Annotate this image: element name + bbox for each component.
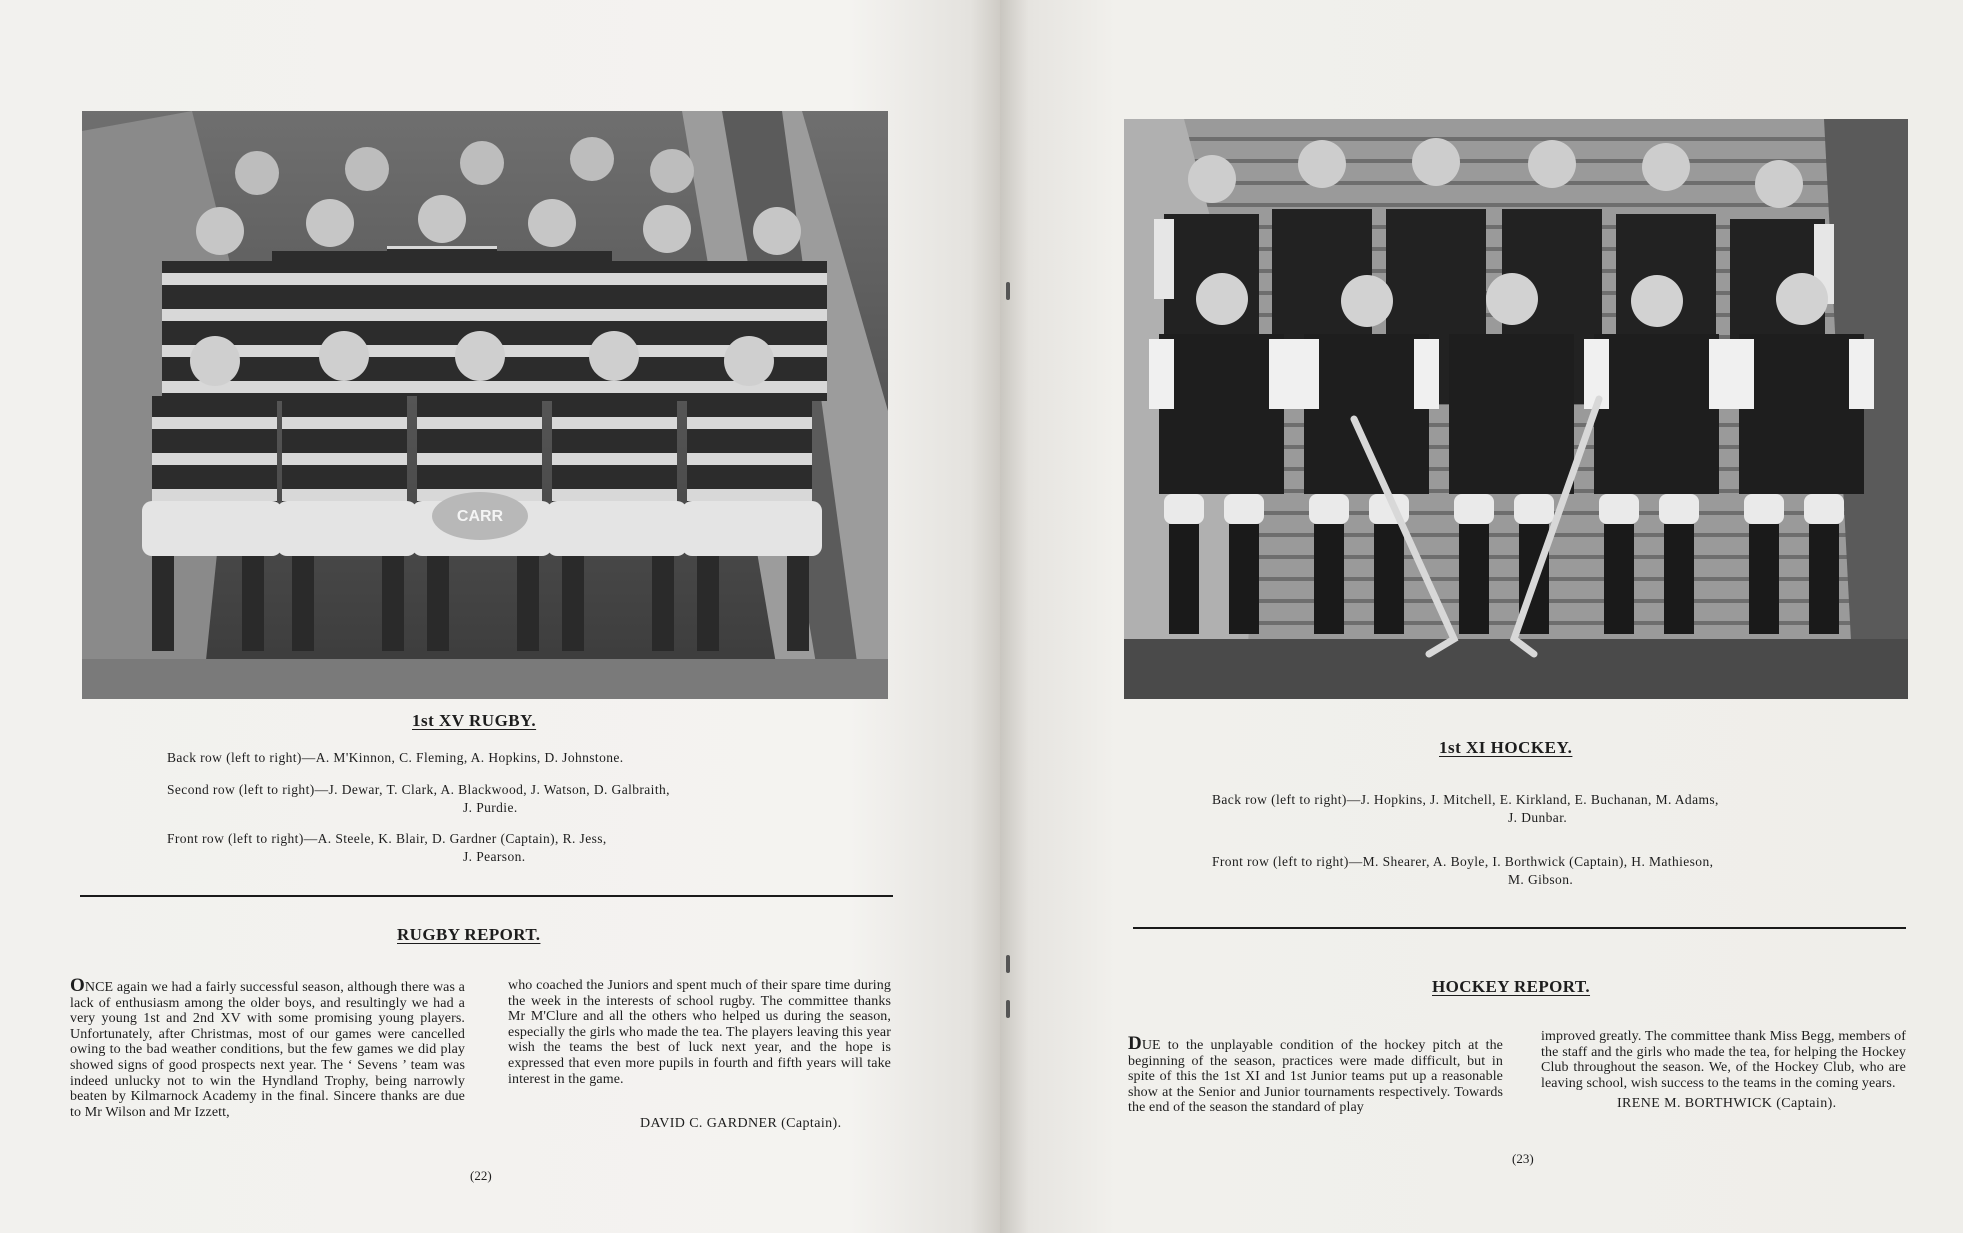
report-text: who coached the Juniors and spent much of their spare time during the week in the interests of school rugby. The committee thanks Mr M'Clure and all the others who helped us during the season, especially the girls who made the tea. The players leaving this year wish the teams the best of luck next year, and the hope is expressed that even more pupils in fourth and fifth years will take interest in the game.	[508, 978, 891, 1087]
row-text: Front row (left to right)—A. Steele, K. Blair, D. Gardner (Captain), R. Jess,	[167, 831, 607, 846]
rugby-report-signature: DAVID C. GARDNER (Captain).	[640, 1116, 842, 1131]
drop-cap: O	[70, 975, 85, 996]
rugby-ball-lettering: CARR	[456, 508, 504, 525]
report-text: improved greatly. The committee thank Miss Begg, members of the staff and the girls who made the tea, for helping the Hockey Club throughout the season. We, of the Hockey Club, who are leaving school, wish success to the teams in the coming years.	[1541, 1029, 1906, 1091]
row-text: Back row (left to right)—A. M'Kinnon, C. Fleming, A. Hopkins, D. Johnstone.	[167, 750, 624, 765]
hockey-report-column-2	[1541, 1029, 1906, 1091]
staple	[1006, 1000, 1010, 1018]
hockey-names-front-row	[1212, 853, 1713, 889]
rugby-report-column-1	[70, 975, 465, 1120]
hockey-team-photo	[1124, 119, 1908, 699]
rugby-names-back-row	[167, 749, 624, 767]
row-text: Back row (left to right)—J. Hopkins, J. Mitchell, E. Kirkland, E. Buchanan, M. Adams,	[1212, 792, 1719, 807]
section-divider	[80, 895, 893, 897]
hockey-names-back-row	[1212, 791, 1719, 827]
rugby-names-front-row	[167, 830, 607, 866]
section-divider	[1133, 927, 1906, 929]
row-continuation: J. Dunbar.	[1508, 810, 1568, 825]
row-text: Front row (left to right)—M. Shearer, A. Boyle, I. Borthwick (Captain), H. Mathieson,	[1212, 854, 1714, 869]
rugby-report-title: RUGBY REPORT.	[397, 925, 541, 944]
report-text: NCE again we had a fairly successful season, although there was a lack of enthusiasm among the older boys, and resultingly we had a very young 1st and 2nd XV with some promising young players. Unfortunately, after Christmas, most of our games were cancelled owing to the bad weather conditions, but the few games we did play showed signs of good prospects next year. The ‘ Sevens ’ team was indeed unlucky not to win the Hyndland Trophy, being narrowly beaten by Kilmarnock Academy in the final. Sincere thanks are due to Mr Wilson and Mr Izzett,	[70, 980, 465, 1120]
report-text: UE to the unplayable condition of the hockey pitch at the beginning of the season, practices were made difficult, but in spite of this the 1st XI and 1st Junior teams put up a reasonable show at the Senior and Junior tournaments respectively. Towards the end of the season the standard of play	[1128, 1038, 1503, 1116]
rugby-report-column-2	[508, 978, 891, 1087]
hockey-report-signature: IRENE M. BORTHWICK (Captain).	[1617, 1096, 1837, 1111]
row-continuation: M. Gibson.	[1508, 872, 1574, 887]
row-continuation: J. Pearson.	[463, 849, 526, 864]
rugby-names-second-row	[167, 781, 670, 817]
rugby-team-photo	[82, 111, 888, 699]
row-text: Second row (left to right)—J. Dewar, T. Clark, A. Blackwood, J. Watson, D. Galbraith,	[167, 782, 670, 797]
page-number: (22)	[470, 1168, 492, 1183]
right-page	[1000, 0, 1963, 1233]
page-number: (23)	[1512, 1151, 1534, 1166]
staple	[1006, 282, 1010, 300]
hockey-report-column-1	[1128, 1033, 1503, 1116]
hockey-photo-caption-title: 1st XI HOCKEY.	[1439, 738, 1573, 757]
staple	[1006, 955, 1010, 973]
hockey-report-title: HOCKEY REPORT.	[1432, 977, 1591, 996]
rugby-photo-caption-title: 1st XV RUGBY.	[412, 711, 537, 730]
drop-cap: D	[1128, 1033, 1142, 1054]
row-continuation: J. Purdie.	[463, 800, 518, 815]
